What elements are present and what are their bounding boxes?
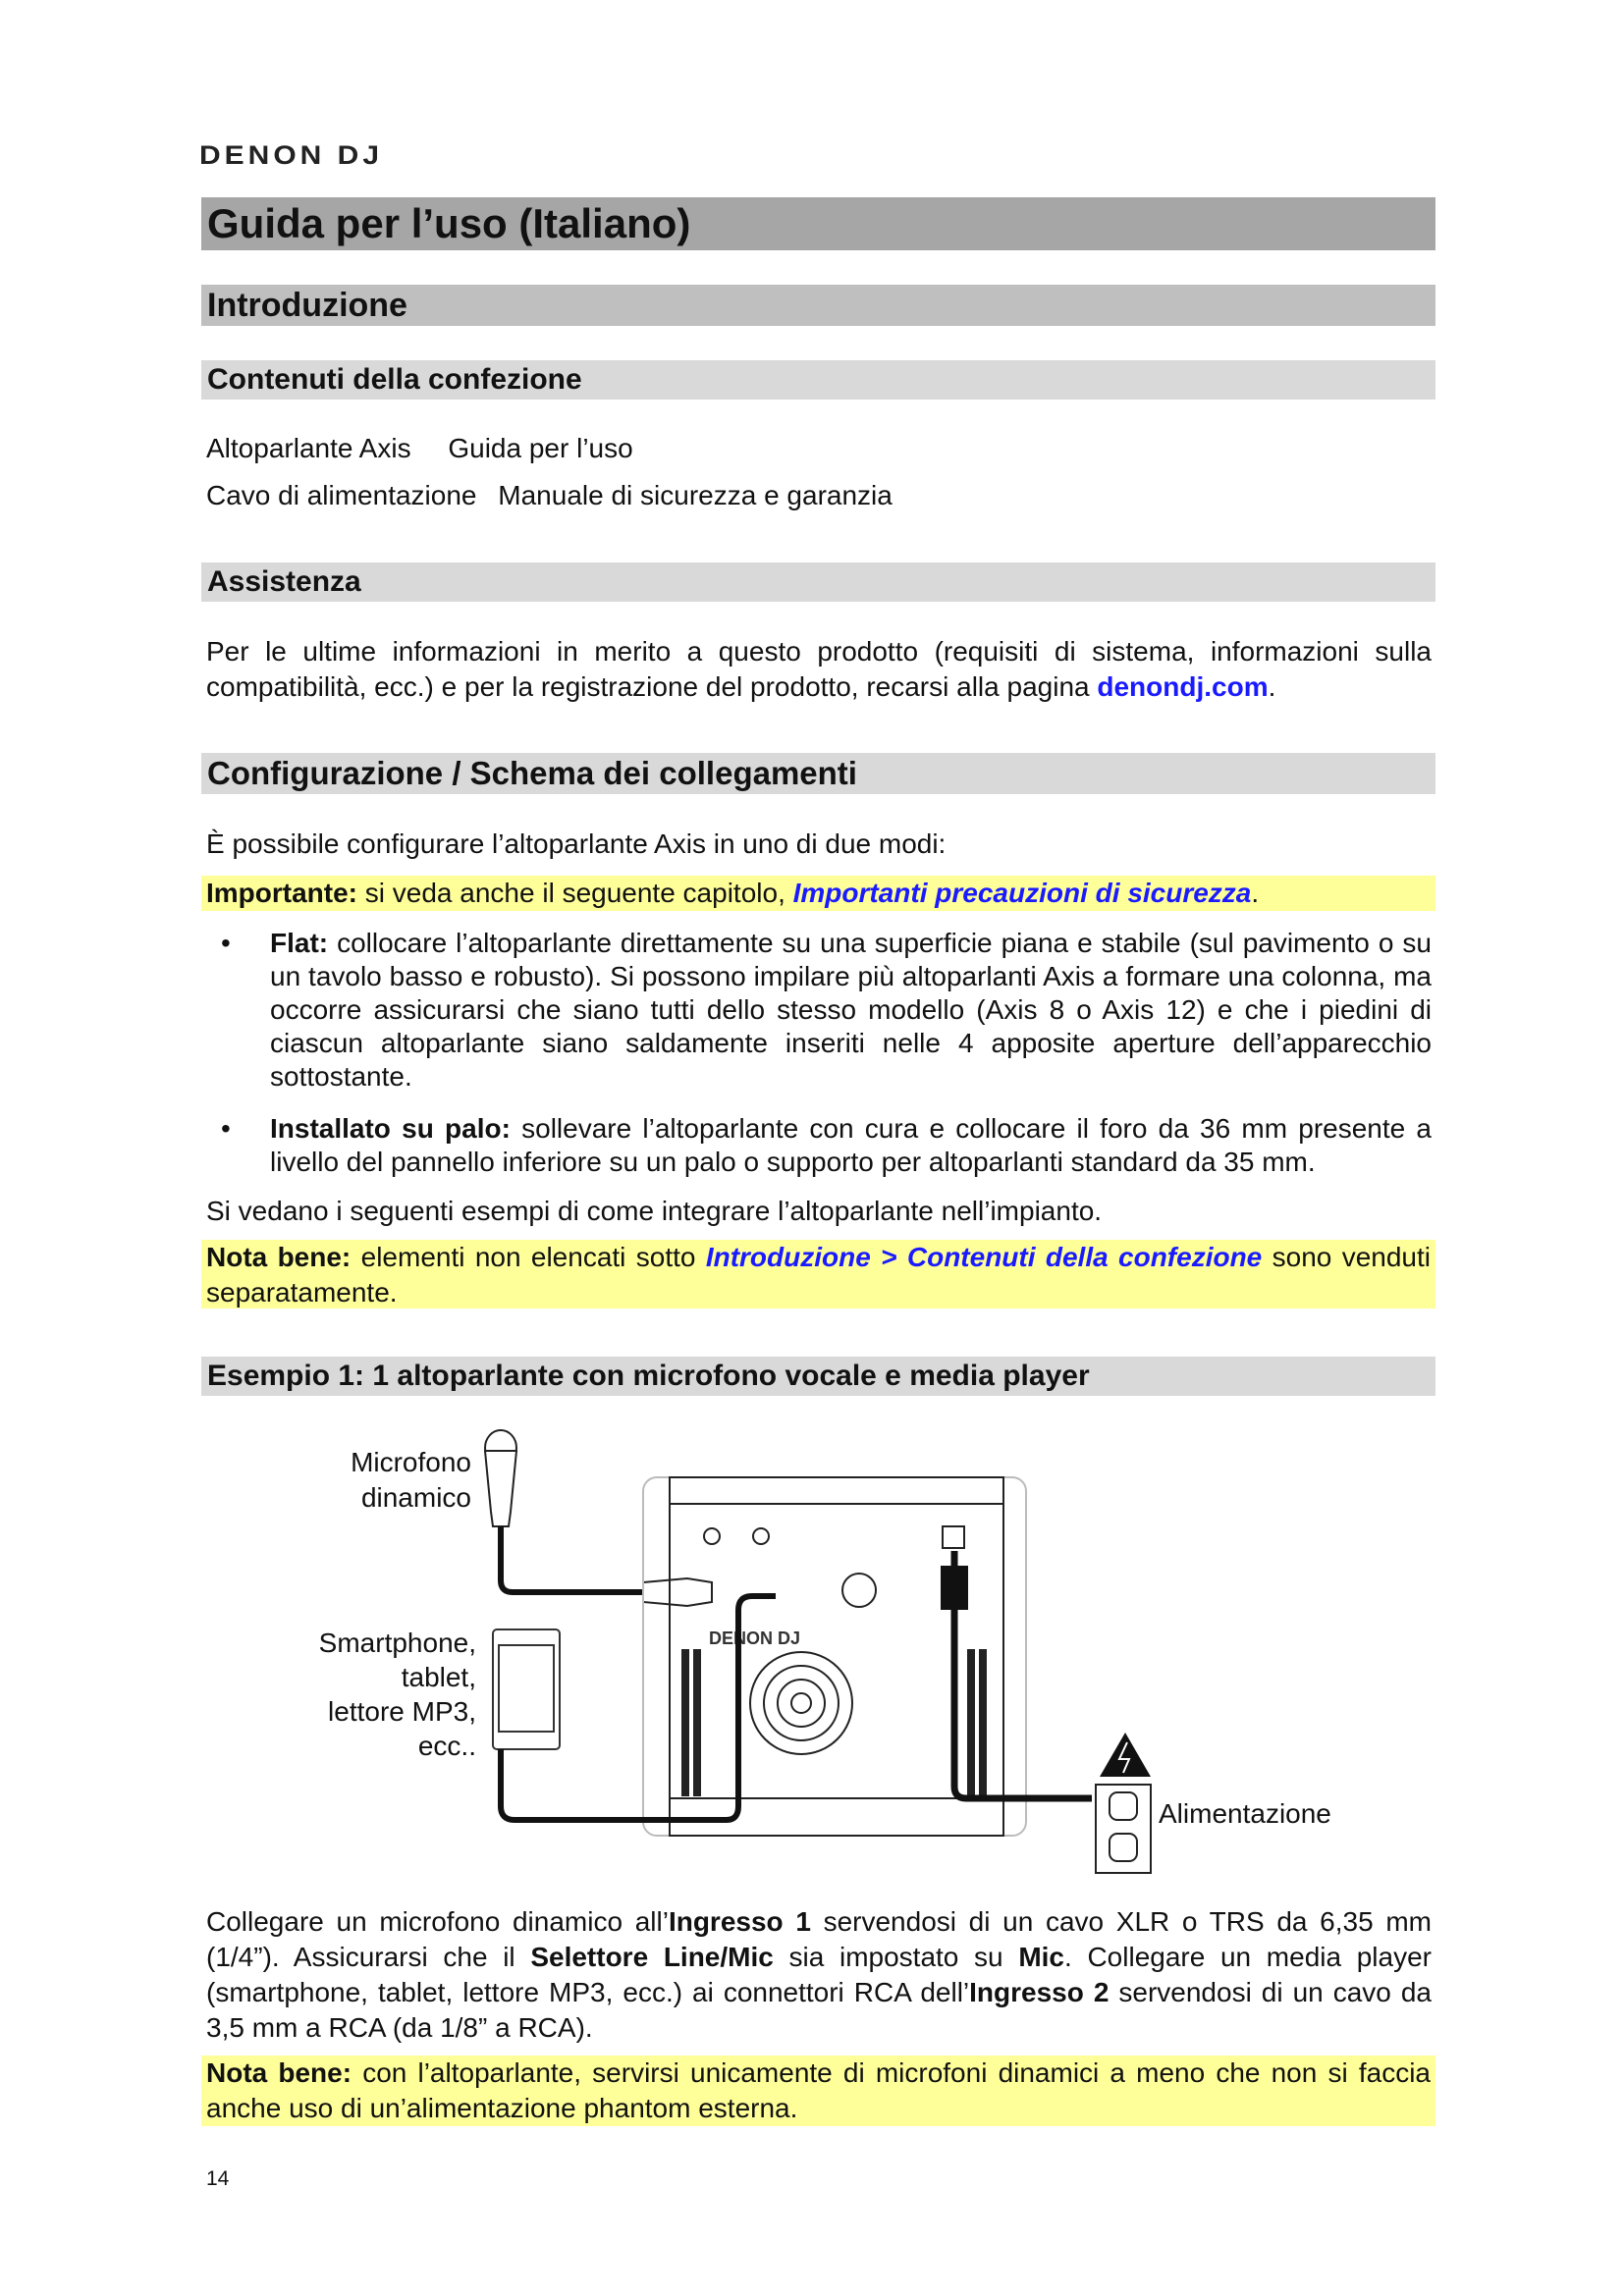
note-label: Nota bene: <box>206 2057 352 2088</box>
microphone-icon <box>485 1430 516 1526</box>
bullet-text: sollevare l’altoparlante con cura e collocare il foro da 36 mm presente a livello del pannello inferiore su un palo o supporto per altoparlanti standard da 35 mm. <box>270 1113 1432 1177</box>
power-outlet-icon <box>1096 1785 1151 1873</box>
bullet-text: collocare l’altoparlante direttamente su una superficie piana e stabile (sul pavimento o su un tavolo basso e robusto). Si possono impilare più altoparlanti Axis a formare una colonna, ma occorre assicurarsi che siano tutti dello stesso modello (Axis 8 o Axis 12) e che i piedini di ciascun altoparlante siano saldamente inseriti nelle 4 apposite aperture dell’apparecchio sottostante. <box>270 928 1432 1092</box>
label-line: dinamico <box>360 1482 471 1513</box>
contents-item: Cavo di alimentazione <box>206 480 477 510</box>
contents-link[interactable]: Introduzione > Contenuti della confezione <box>705 1242 1263 1272</box>
contents-item: Manuale di sicurezza e garanzia <box>498 480 893 510</box>
power-label: Alimentazione <box>1159 1798 1331 1829</box>
examples-text: Si vedano i seguenti esempi di come integrare l’altoparlante nell’impianto. <box>206 1196 1103 1226</box>
text: servendosi di un cavo da 3,5 mm a RCA (da 1/8” a RCA). <box>206 1977 1432 2043</box>
text: sia impostato su <box>773 1942 1019 1972</box>
section-heading-configurazione: Configurazione / Schema dei collegamenti <box>201 753 1435 794</box>
power-plug <box>941 1566 968 1610</box>
denon-dj-logo: DENON DJ <box>199 140 384 171</box>
note-text: con l’altoparlante, servirsi unicamente di microfoni dinamici a meno che non si faccia anche uso di un’alimentazione phantom esterna. <box>206 2057 1431 2123</box>
punct: . <box>1251 878 1260 908</box>
safety-link[interactable]: Importanti precauzioni di sicurezza <box>792 878 1252 908</box>
speaker-logo: DENON DJ <box>709 1629 801 1648</box>
denondj-link[interactable]: denondj.com <box>1097 671 1269 702</box>
contents-item: Guida per l’uso <box>448 433 633 463</box>
support-text: Per le ultime informazioni in merito a questo prodotto (requisiti di sistema, informazioni sulla compatibilità, ecc.) e per la registrazione del prodotto, recarsi alla pagina <box>206 636 1432 702</box>
bullet-label: Flat: <box>270 928 329 958</box>
example1-paragraph <box>206 1904 1432 2046</box>
page-title: Guida per l’uso (Italiano) <box>201 197 1435 250</box>
setup-intro: È possibile configurare l’altoparlante Axis in uno di due modi: <box>206 828 947 859</box>
section-heading-assistenza: Assistenza <box>201 562 1435 602</box>
text: servendosi di un cavo XLR o TRS da 6,35 mm (1/4”). Assicurarsi che il <box>206 1906 1433 1972</box>
input2-term: Ingresso 2 <box>969 1977 1110 2007</box>
input1-term: Ingresso 1 <box>668 1906 811 1937</box>
section-heading-introduzione: Introduzione <box>201 285 1435 326</box>
bullet-label: Installato su palo: <box>270 1113 511 1144</box>
vent-slots <box>681 1649 987 1796</box>
label-line: tablet, <box>401 1662 476 1692</box>
section-heading-contenuti: Contenuti della confezione <box>201 360 1435 400</box>
smartphone-icon <box>493 1629 560 1749</box>
note-label: Nota bene: <box>206 1242 352 1272</box>
contents-item: Altoparlante Axis <box>206 433 411 463</box>
example1-note <box>201 2056 1435 2126</box>
xlr-plug <box>643 1578 712 1606</box>
mic-term: Mic <box>1018 1942 1064 1972</box>
selector-term: Selettore Line/Mic <box>530 1942 774 1972</box>
label-line: Microfono <box>351 1447 471 1477</box>
punct: . <box>1268 671 1276 702</box>
mic-cable <box>501 1526 648 1592</box>
section-heading-esempio1: Esempio 1: 1 altoparlante con microfono vocale e media player <box>201 1357 1435 1396</box>
text: . Collegare un media player (smartphone, tablet, lettore MP3, ecc.) ai connettori RCA dell’ <box>206 1942 1432 2007</box>
label-line: lettore MP3, <box>328 1696 476 1727</box>
label-line: Smartphone, <box>318 1628 476 1658</box>
page-number: 14 <box>206 2167 230 2190</box>
text: Collegare un microfono dinamico all’ <box>206 1906 669 1937</box>
important-label: Importante: <box>206 878 357 908</box>
label-line: ecc.. <box>417 1731 476 1761</box>
important-text: si veda anche il seguente capitolo, <box>357 878 793 908</box>
note-text: elementi non elencati sotto <box>351 1242 706 1272</box>
note-text: sono venduti separatamente. <box>206 1242 1431 1308</box>
